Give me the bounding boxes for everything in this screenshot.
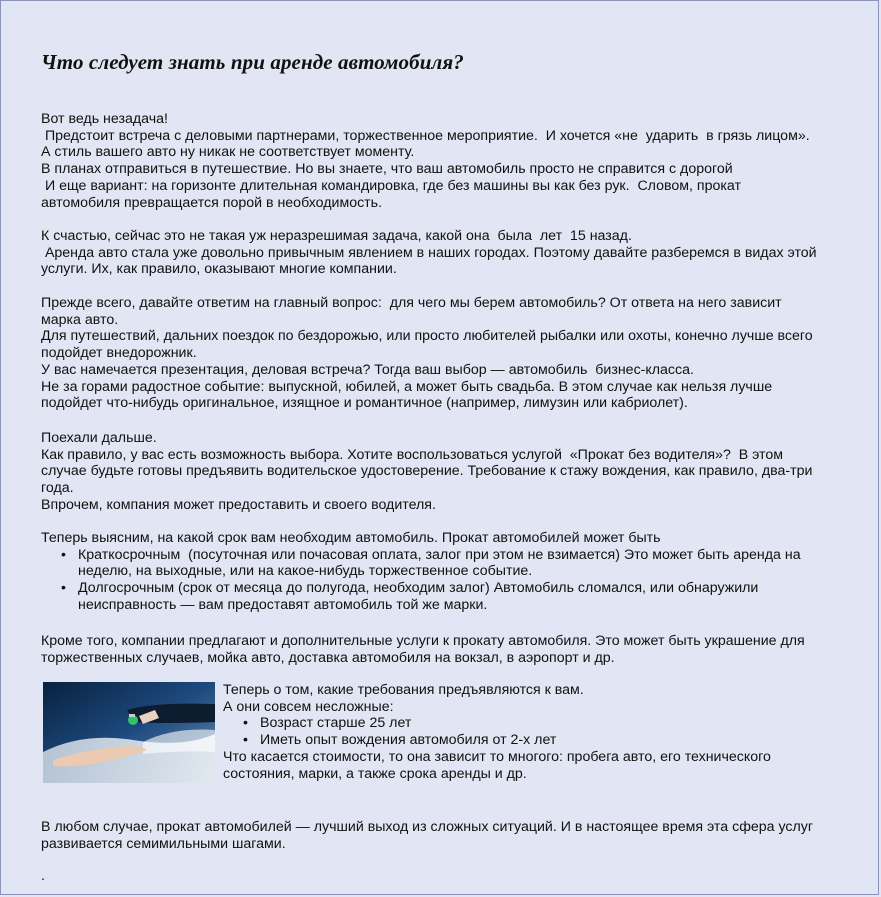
text-line: Не за горами радостное событие: выпускной, юбилей, а может быть свадьба. В этом случае как нельзя лучше xyxy=(41,378,773,395)
text-line: Аренда авто стала уже довольно привычным явлением в наших городах. Поэтому давайте разберемся в видах этой xyxy=(41,244,817,261)
car-keys-photo xyxy=(43,682,215,783)
text-line: Кроме того, компании предлагают и дополнительные услуги к прокату автомобиля. Это может быть украшение для xyxy=(41,633,805,649)
text-line: Возраст старше 25 лет xyxy=(260,715,412,732)
text-line: А они совсем несложные: xyxy=(223,698,394,715)
list-item xyxy=(223,732,843,749)
text-line: К счастью, сейчас это не такая уж неразрешимая задача, какой она была лет 15 назад. xyxy=(41,228,632,244)
text-line: Прежде всего, давайте ответим на главный вопрос: для чего мы берем автомобиль? От ответа на него зависит xyxy=(41,295,782,311)
bullet: • xyxy=(243,715,248,732)
text-line: Теперь о том, какие требования предъявляются к вам. xyxy=(223,682,584,698)
text-line: И еще вариант: на горизонте длительная командировка, где без машины вы как без рук. Словом, прокат xyxy=(41,177,741,194)
paragraph-5 xyxy=(41,530,851,614)
text-line: А стиль вашего авто ну никак не соответствует моменту. xyxy=(41,144,415,161)
list-item xyxy=(41,580,851,613)
rental-terms-list xyxy=(41,547,851,614)
requirements-section xyxy=(223,682,843,782)
article-title: Что следует знать при аренде автомобиля? xyxy=(41,50,464,74)
text-line: В любом случае, прокат автомобилей — лучший выход из сложных ситуаций. И в настоящее время эта сфера услуг xyxy=(41,819,814,835)
paragraph-4 xyxy=(41,430,851,514)
text-line: Что касается стоимости, то она зависит то многого: пробега авто, его технического xyxy=(223,748,771,765)
text-line: Теперь выясним, на какой срок вам необходим автомобиль. Прокат автомобилей может быть xyxy=(41,530,661,546)
text-line: автомобиля превращается порой в необходимость. xyxy=(41,194,383,211)
paragraph-6 xyxy=(41,633,851,666)
text-line: Для путешествий, дальних поездок по бездорожью, или просто любителей рыбалки или охоты, конечно лучше всего xyxy=(41,328,813,345)
text-line: подойдет внедорожник. xyxy=(41,345,197,362)
text-line: подойдет что-нибудь оригинальное, изящное и романтичное (например, лимузин или кабриолет). xyxy=(41,395,688,412)
intro-paragraph xyxy=(41,111,851,211)
text-line: года. xyxy=(41,480,74,497)
text-line: У вас намечается презентация, деловая встреча? Тогда ваш выбор — автомобиль бизнес-класса. xyxy=(41,361,694,378)
text-line: случае будьте готовы предъявить водительское удостоверение. Требование к стажу вождения, как правило, два-три xyxy=(41,463,813,480)
text-line: неделю, на выходные, или на какое-нибудь торжественное событие. xyxy=(78,563,533,580)
bullet: • xyxy=(243,732,248,749)
text-line: состояния, марки, а также срока аренды и др. xyxy=(223,765,527,782)
trailing-dot: . xyxy=(41,868,45,884)
text-line: неисправность — вам предоставят автомобиль той же марки. xyxy=(78,596,488,613)
text-line: развивается семимильными шагами. xyxy=(41,835,286,852)
text-line: Долгосрочным (срок от месяца до полугода, необходим залог) Автомобиль сломался, или обнаружили xyxy=(78,580,759,597)
paragraph-2 xyxy=(41,228,851,278)
list-item xyxy=(41,547,851,580)
paragraph-3 xyxy=(41,295,851,412)
text-line: Вот ведь незадача! xyxy=(41,111,168,127)
text-line: Впрочем, компания может предоставить и своего водителя. xyxy=(41,496,436,513)
text-line: Как правило, у вас есть возможность выбора. Хотите воспользоваться услугой «Прокат без водителя»? В этом xyxy=(41,446,784,463)
bullet: • xyxy=(61,546,66,563)
text-line: услуги. Их, как правило, оказывают многие компании. xyxy=(41,261,397,278)
bullet: • xyxy=(61,580,66,597)
conclusion-paragraph xyxy=(41,819,851,852)
requirements-list xyxy=(223,715,843,748)
list-item xyxy=(223,715,843,732)
text-line: Иметь опыт вождения автомобиля от 2-х лет xyxy=(260,732,557,749)
text-line: марка авто. xyxy=(41,311,119,328)
text-line: Предстоит встреча с деловыми партнерами, торжественное мероприятие. И хочется «не ударить в грязь лицом». xyxy=(41,127,810,144)
text-line: Поехали дальше. xyxy=(41,430,157,446)
text-line: В планах отправиться в путешествие. Но вы знаете, что ваш автомобиль просто не справится с дорогой xyxy=(41,161,733,178)
text-line: торжественных случаев, мойка авто, доставка автомобиля на вокзал, в аэропорт и др. xyxy=(41,649,615,666)
text-line: Краткосрочным (посуточная или почасовая оплата, залог при этом не взимается) Это может быть аренда на xyxy=(78,546,801,563)
